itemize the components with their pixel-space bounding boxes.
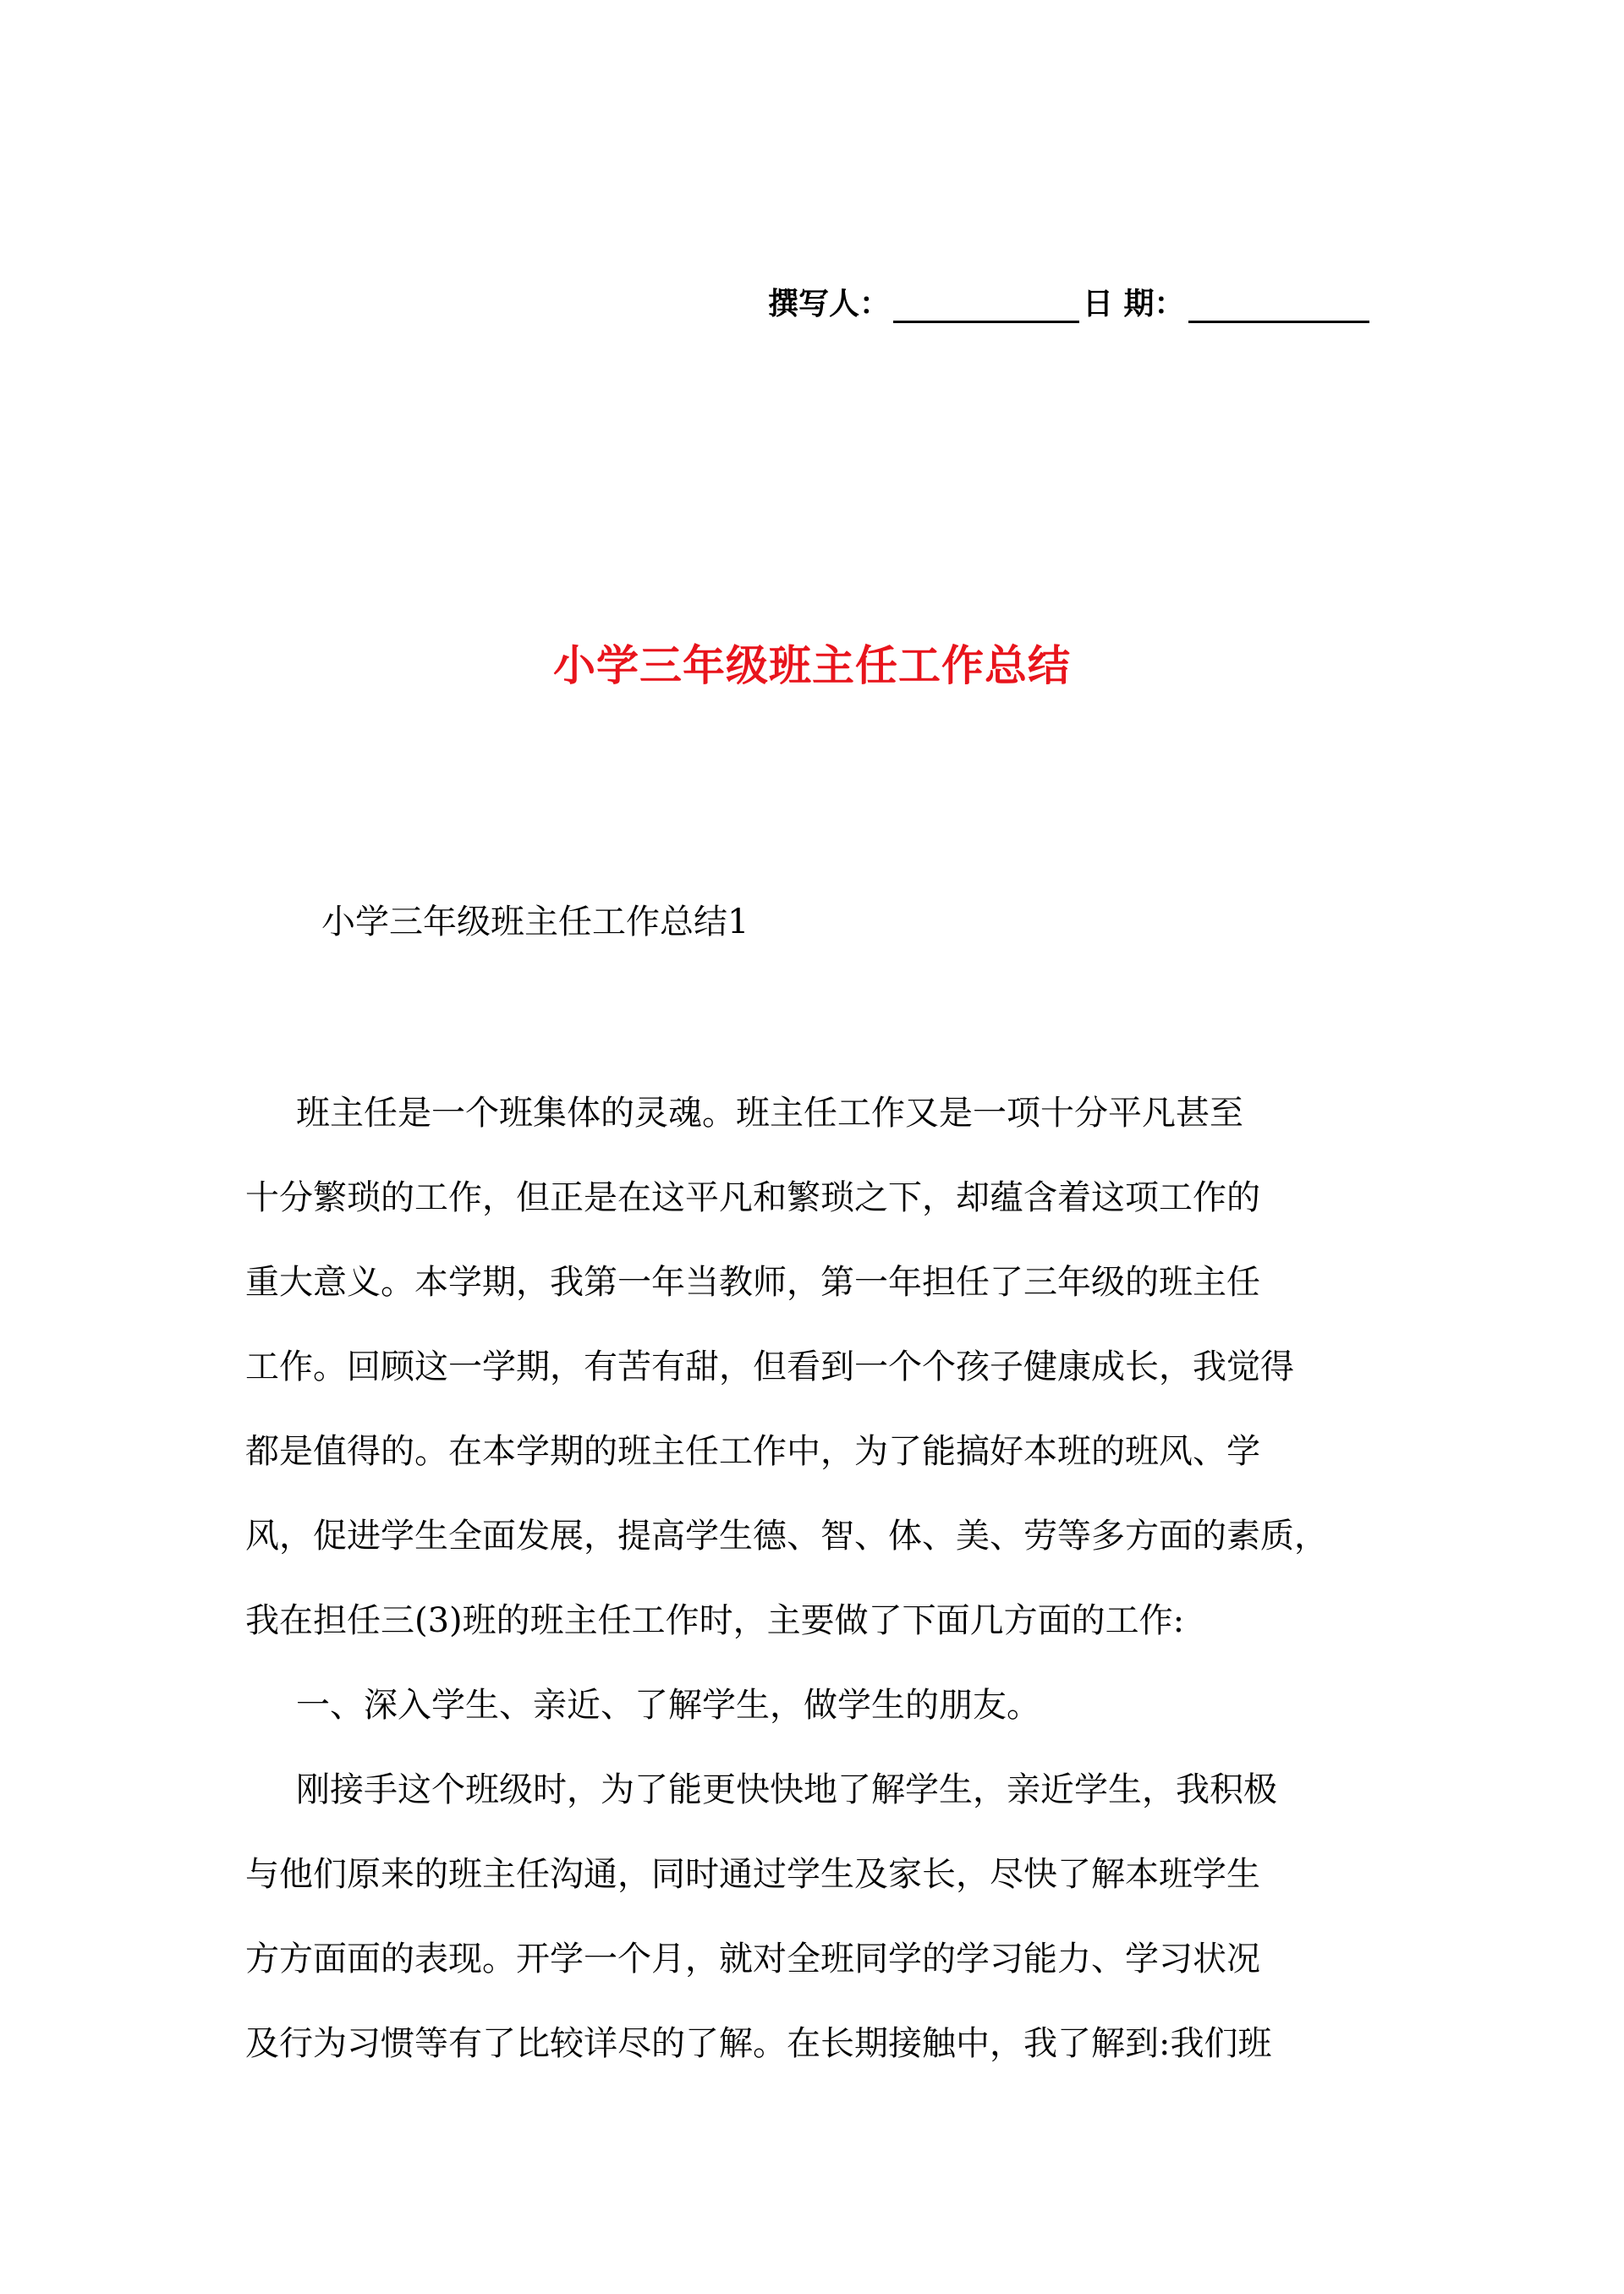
body-line: 与他们原来的班主任沟通，同时通过学生及家长，尽快了解本班学生 — [245, 1854, 1260, 1894]
document-title: 小学三年级班主任工作总结 — [553, 641, 1071, 690]
date-blank — [1188, 283, 1369, 323]
body-line: 工作。回顾这一学期，有苦有甜，但看到一个个孩子健康成长，我觉得 — [245, 1347, 1294, 1386]
date-label: 日 期： — [1083, 287, 1185, 321]
body-line: 方方面面的表现。开学一个月，就对全班同学的学习能力、学习状况 — [245, 1939, 1260, 1978]
author-label: 撰写人： — [768, 287, 891, 321]
body-line: 我在担任三(3)班的班主任工作时，主要做了下面几方面的工作: — [245, 1600, 1185, 1640]
author-date-line — [768, 279, 1385, 323]
body-line: 班主任是一个班集体的灵魂。班主任工作又是一项十分平凡甚至 — [296, 1093, 1243, 1133]
body-line: 十分繁琐的工作，但正是在这平凡和繁琐之下，却蕴含着这项工作的 — [245, 1177, 1260, 1217]
body-line: 重大意义。本学期，我第一年当教师，第一年担任了三年级的班主任 — [245, 1262, 1260, 1302]
body-line: 都是值得的。在本学期的班主任工作中，为了能搞好本班的班风、学 — [245, 1431, 1260, 1471]
author-blank — [893, 283, 1079, 323]
body-line: 风，促进学生全面发展，提高学生德、智、体、美、劳等多方面的素质， — [245, 1516, 1328, 1556]
body-text — [245, 1067, 1384, 2083]
section-title: 小学三年级班主任工作总结1 — [321, 903, 749, 941]
body-line: 及行为习惯等有了比较详尽的了解。在长期接触中，我了解到:我们班 — [245, 2023, 1272, 2063]
section-heading-1: 一、深入学生、亲近、了解学生，做学生的朋友。 — [296, 1685, 1040, 1725]
body-line: 刚接手这个班级时，为了能更快快地了解学生，亲近学生，我积极 — [296, 1770, 1277, 1809]
